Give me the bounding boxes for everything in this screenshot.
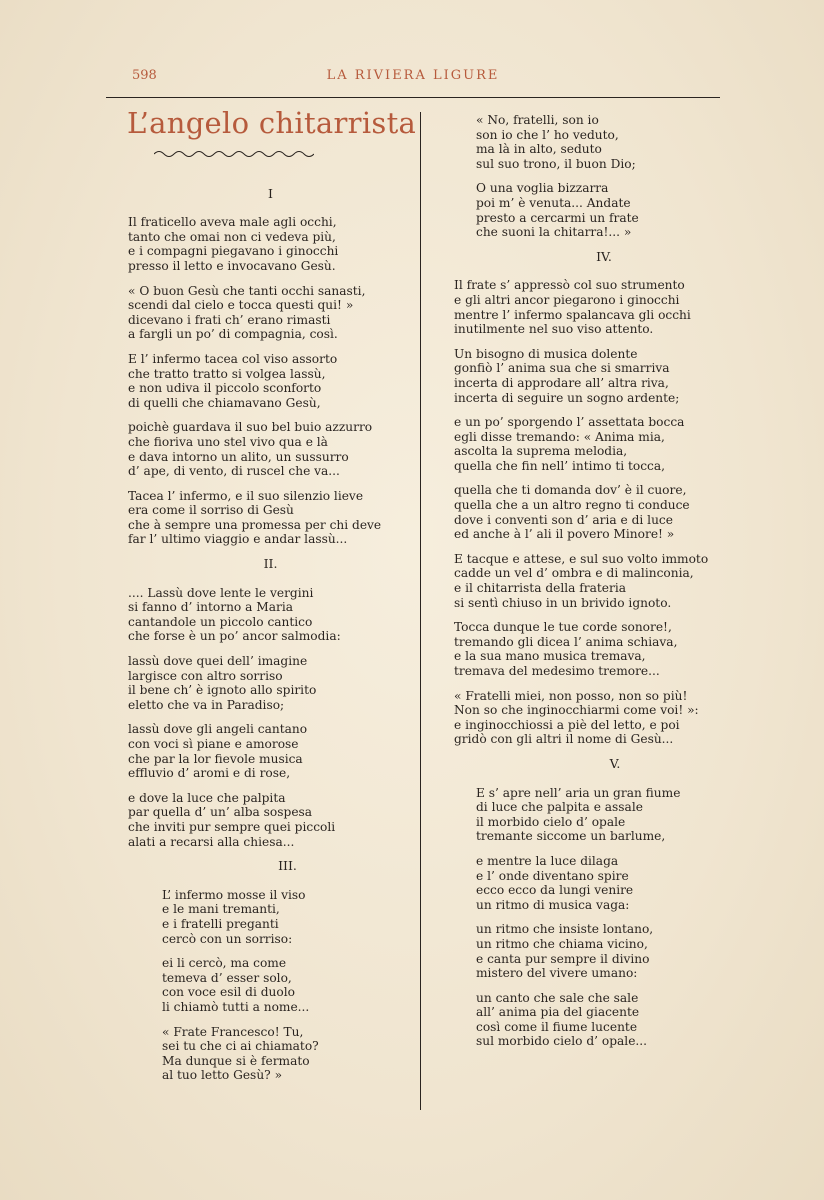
verse-line: tremava del medesimo tremore... — [454, 664, 660, 678]
verse-line: .... Lassù dove lente le vergini — [128, 585, 314, 600]
verse-line: un ritmo che chiama vicino, — [476, 936, 648, 951]
verse-line: e l’ onde diventano spire — [476, 868, 629, 883]
section-numeral: I — [268, 185, 273, 201]
stanza — [476, 181, 754, 239]
verse-line: gonfiò l’ anima sua che si smarriva — [454, 361, 670, 376]
verse-line: dicevano i frati ch’ erano rimasti — [128, 312, 331, 327]
verse-line: d’ ape, di vento, di ruscel che va... — [128, 464, 340, 479]
verse-line: che forse è un po’ ancor salmodia: — [128, 629, 341, 644]
stanza — [128, 352, 413, 410]
verse-line: li chiamò tutti a nome... — [162, 999, 310, 1014]
verse-line: Tocca dunque le tue corde sonore!, — [454, 620, 672, 635]
section-4 — [454, 250, 754, 747]
stanza — [454, 483, 754, 541]
page-number: 598 — [132, 68, 157, 83]
verse-line: « Fratelli miei, non posso, non so più! — [454, 688, 688, 703]
section-numeral: II. — [263, 556, 278, 572]
verse-line: par quella d’ un’ alba sospesa — [128, 805, 313, 820]
page-header — [106, 68, 720, 90]
verse-line: a fargli un po’ di compagnia, così. — [128, 327, 338, 342]
verse-line: tremante siccome un barlume, — [476, 829, 666, 844]
poem-title: L’angelo chitarrista — [127, 106, 417, 140]
verse-line: che à sempre una promessa per chi deve — [128, 517, 382, 532]
verse-line: che tratto tratto si volgea lassù, — [128, 366, 326, 381]
verse-line: e dava intorno un alito, un sussurro — [128, 449, 349, 464]
stanza — [454, 552, 754, 610]
stanza — [128, 791, 413, 849]
verse-line: lassù dove gli angeli cantano — [128, 722, 308, 737]
section-numeral: III. — [278, 858, 297, 874]
section-3 — [128, 859, 413, 1083]
verse-line: effluvio d’ aromi e di rose, — [128, 766, 291, 781]
verse-line: « No, fratelli, son io — [476, 113, 599, 127]
verse-line: ed anche à l’ ali il povero Minore! » — [454, 527, 675, 542]
running-title: LA RIVIERA LIGURE — [326, 68, 500, 83]
verse-line: ma là in alto, seduto — [476, 142, 602, 157]
verse-line: L’ infermo mosse il viso — [162, 887, 306, 902]
verse-line: ascolta la suprema melodia, — [454, 444, 628, 459]
verse-line: e i compagni piegavano i ginocchi — [128, 244, 339, 259]
verse-line: mistero del vivere umano: — [476, 966, 638, 981]
verse-line: cadde un vel d’ ombra e di malinconia, — [454, 566, 694, 581]
verse-line: il morbido cielo d’ opale — [476, 814, 626, 829]
verse-line: Il frate s’ appressò col suo strumento — [454, 278, 685, 293]
verse-line: e inginocchiossi a piè del letto, e poi — [454, 717, 680, 732]
stanza — [128, 586, 413, 644]
verse-line: quella che fin nell’ intimo ti tocca, — [454, 458, 666, 473]
column-divider — [420, 112, 421, 1110]
verse-line: temeva d’ esser solo, — [162, 970, 292, 985]
verse-line: ei li cercò, ma come — [162, 956, 287, 971]
verse-line: eletto che va in Paradiso; — [128, 697, 285, 712]
verse-line: mentre l’ infermo spalancava gli occhi — [454, 307, 691, 322]
verse-line: ecco ecco da lungi venire — [476, 883, 634, 898]
section-numeral: IV. — [596, 248, 612, 264]
verse-line: al tuo letto Gesù? » — [162, 1068, 283, 1083]
verse-line: cantandole un piccolo cantico — [128, 614, 313, 629]
verse-line: era come il sorriso di Gesù — [128, 503, 294, 518]
verse-line: all’ anima pia del giacente — [476, 1005, 640, 1020]
stanza — [454, 620, 754, 678]
verse-line: Un bisogno di musica dolente — [454, 346, 638, 361]
verse-line: che fioriva uno stel vivo qua e là — [128, 434, 328, 449]
verse-line: largisce con altro sorriso — [128, 668, 283, 683]
verse-line: un ritmo di musica vaga: — [476, 897, 630, 912]
verse-line: quella che ti domanda dov’ è il cuore, — [454, 483, 687, 498]
verse-line: presso il letto e invocavano Gesù. — [128, 258, 336, 273]
stanza — [476, 113, 754, 171]
stanza — [454, 415, 754, 473]
verse-line: sei tu che ci ai chiamato? — [162, 1039, 319, 1054]
verse-line: presto a cercarmi un frate — [476, 210, 639, 225]
verse-line: tanto che omai non ci vedeva più, — [128, 229, 336, 244]
verse-line: quella che a un altro regno ti conduce — [454, 498, 690, 513]
stanza — [476, 922, 754, 980]
verse-line: Il fraticello aveva male agli occhi, — [128, 215, 337, 230]
verse-line: e il chitarrista della frateria — [454, 581, 626, 596]
verse-line: scendi dal cielo e tocca questi qui! » — [128, 298, 354, 313]
verse-line: tremando gli dicea l’ anima schiava, — [454, 634, 678, 649]
verse-line: incerta di approdare all’ altra riva, — [454, 375, 669, 390]
verse-line: gridò con gli altri il nome di Gesù... — [454, 732, 674, 747]
verse-line: dove i conventi son d’ aria e di luce — [454, 512, 673, 527]
verse-line: lassù dove quei dell’ imagine — [128, 654, 308, 669]
stanza — [476, 854, 754, 912]
verse-line: così come il fiume lucente — [476, 1019, 638, 1034]
stanza — [128, 215, 413, 273]
stanza — [128, 420, 413, 478]
left-column — [127, 105, 417, 1093]
verse-line: Ma dunque si è fermato — [162, 1053, 310, 1068]
verse-line: e non udiva il piccolo sconforto — [128, 381, 322, 396]
verse-line: incerta di seguire un sogno ardente; — [454, 390, 680, 405]
verse-line: e i fratelli preganti — [162, 916, 279, 931]
verse-line: e dove la luce che palpita — [128, 790, 286, 805]
section-2 — [128, 557, 413, 849]
verse-line: si sentì chiuso in un brivido ignoto. — [454, 595, 672, 610]
stanza — [454, 278, 754, 336]
verse-line: e un po’ sporgendo l’ assettata bocca — [454, 415, 685, 430]
verse-line: il bene ch’ è ignoto allo spirito — [128, 683, 317, 698]
stanza — [454, 689, 754, 747]
verse-line: Tacea l’ infermo, e il suo silenzio lieve — [128, 488, 364, 503]
verse-line: poi m’ è venuta... Andate — [476, 195, 631, 210]
section-5 — [454, 757, 754, 1049]
section-numeral: V. — [609, 755, 621, 771]
verse-line: alati a recarsi alla chiesa... — [128, 834, 295, 849]
verse-line: inutilmente nel suo viso attento. — [454, 322, 654, 337]
verse-line: che par la lor fievole musica — [128, 751, 303, 766]
verse-line: e mentre la luce dilaga — [476, 853, 619, 868]
section-1 — [128, 187, 413, 547]
verse-line: egli disse tremando: « Anima mia, — [454, 429, 665, 444]
verse-line: un ritmo che insiste lontano, — [476, 922, 654, 937]
stanza — [128, 489, 413, 547]
stanza — [476, 786, 754, 844]
verse-line: « Frate Francesco! Tu, — [162, 1024, 304, 1039]
verse-line: E l’ infermo tacea col viso assorto — [128, 351, 338, 366]
verse-line: con voce esil di duolo — [162, 985, 295, 1000]
header-rule — [106, 97, 720, 98]
verse-line: cercò con un sorriso: — [162, 931, 293, 946]
verse-line: e le mani tremanti, — [162, 902, 280, 917]
stanza — [128, 654, 413, 712]
verse-line: di luce che palpita e assale — [476, 800, 643, 815]
verse-line: e canta pur sempre il divino — [476, 951, 650, 966]
stanza — [476, 991, 754, 1049]
stanza — [162, 1025, 413, 1083]
verse-line: sul suo trono, il buon Dio; — [476, 156, 636, 171]
verse-line: con voci sì piane e amorose — [128, 737, 299, 751]
stanza — [162, 888, 413, 946]
section-3-continued — [454, 113, 754, 240]
stanza — [162, 956, 413, 1014]
verse-line: far l’ ultimo viaggio e andar lassù... — [128, 532, 348, 547]
verse-line: sul morbido cielo d’ opale... — [476, 1034, 648, 1049]
stanza — [454, 347, 754, 405]
title-ornament — [154, 149, 314, 159]
verse-line: O una voglia bizzarra — [476, 181, 609, 196]
verse-line: si fanno d’ intorno a Maria — [128, 600, 294, 615]
verse-line: poichè guardava il suo bel buio azzurro — [128, 420, 373, 435]
stanza — [128, 722, 413, 780]
verse-line: Non so che inginocchiarmi come voi! »: — [454, 703, 699, 718]
verse-line: E s’ apre nell’ aria un gran fiume — [476, 785, 681, 800]
verse-line: un canto che sale che sale — [476, 990, 639, 1005]
verse-line: e la sua mano musica tremava, — [454, 649, 646, 664]
verse-line: di quelli che chiamavano Gesù, — [128, 395, 321, 410]
verse-line: E tacque e attese, e sul suo volto immoto — [454, 551, 709, 566]
verse-line: son io che l’ ho veduto, — [476, 127, 619, 142]
verse-line: e gli altri ancor piegarono i ginocchi — [454, 292, 680, 307]
stanza — [128, 284, 413, 342]
right-column — [454, 113, 754, 1059]
verse-line: che suoni la chitarra!... » — [476, 225, 632, 240]
verse-line: che inviti pur sempre quei piccoli — [128, 819, 336, 834]
verse-line: « O buon Gesù che tanti occhi sanasti, — [128, 283, 366, 298]
